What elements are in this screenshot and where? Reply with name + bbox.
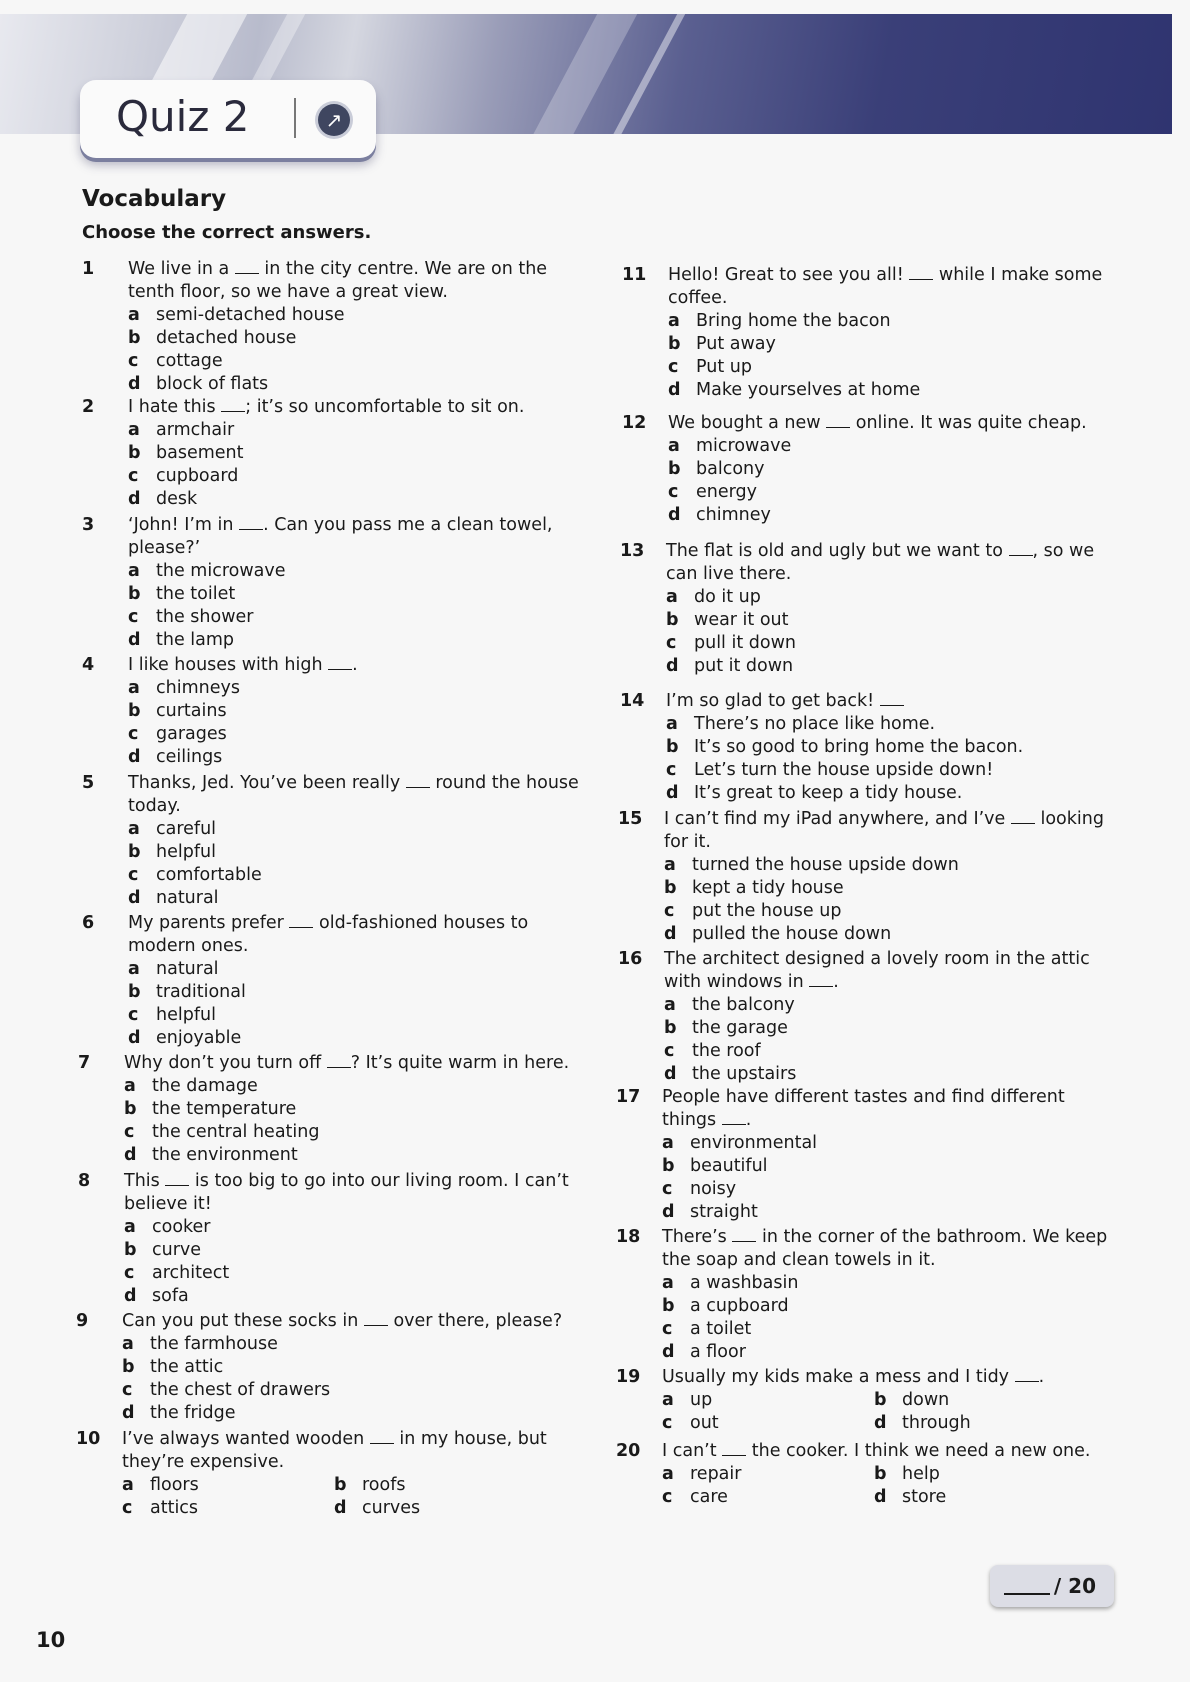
option-c[interactable]: c the central heating (124, 1122, 320, 1142)
option-b[interactable]: b down (874, 1390, 950, 1410)
option-c[interactable]: c cottage (128, 351, 223, 371)
question-number: 6 (82, 913, 95, 933)
question-number: 2 (82, 397, 95, 417)
question-stem: I’ve always wanted wooden in my house, but they’re expensive. (122, 1429, 547, 1472)
option-c[interactable]: c put the house up (664, 901, 842, 921)
answer-blank (235, 259, 259, 274)
option-a[interactable]: a semi-detached house (128, 305, 345, 325)
option-d[interactable]: d the environment (124, 1145, 298, 1165)
quiz-title-tab (80, 80, 376, 158)
question-number: 4 (82, 655, 95, 675)
question-20 (616, 1440, 1121, 1509)
option-b[interactable]: b curtains (128, 701, 227, 721)
score-blank[interactable] (1004, 1593, 1050, 1595)
question-number: 3 (82, 515, 95, 535)
option-b[interactable]: b helpful (128, 842, 216, 862)
option-a[interactable]: a armchair (128, 420, 235, 440)
option-c[interactable]: c the shower (128, 607, 254, 627)
option-d[interactable]: d a floor (662, 1342, 746, 1362)
option-d[interactable]: d Make yourselves at home (668, 380, 921, 400)
question-number: 20 (616, 1441, 641, 1461)
question-number: 19 (616, 1367, 641, 1387)
option-d[interactable]: d natural (128, 888, 219, 908)
question-7 (78, 1052, 588, 1167)
arrow-up-right-icon: ↗ (318, 104, 350, 136)
option-d[interactable]: d the lamp (128, 630, 235, 650)
option-d[interactable]: d store (874, 1487, 947, 1507)
option-b[interactable]: b curve (124, 1240, 202, 1260)
answer-blank (406, 773, 430, 788)
question-stem: I’m so glad to get back! (666, 690, 1120, 713)
option-b[interactable]: b traditional (128, 982, 246, 1002)
option-d[interactable]: d enjoyable (128, 1028, 242, 1048)
option-b[interactable]: b basement (128, 443, 244, 463)
option-a[interactable]: a careful (128, 819, 217, 839)
question-number: 17 (616, 1087, 641, 1107)
option-b[interactable]: b the garage (664, 1018, 788, 1038)
section-title: Vocabulary (82, 186, 227, 212)
question-number: 13 (620, 541, 645, 561)
answer-blank (327, 1053, 351, 1068)
question-number: 1 (82, 259, 95, 279)
question-1 (82, 258, 582, 396)
option-b[interactable]: b detached house (128, 328, 297, 348)
answer-blank (809, 972, 833, 987)
option-row (122, 1474, 576, 1497)
answer-blank (722, 1110, 746, 1125)
option-d[interactable]: d It’s great to keep a tidy house. (666, 783, 963, 803)
option-c[interactable]: c Put up (668, 357, 752, 377)
option-c[interactable]: c a toilet (662, 1319, 752, 1339)
question-10 (76, 1428, 576, 1520)
question-5 (82, 772, 582, 910)
question-stem: Thanks, Jed. You’ve been really round the house today. (128, 773, 579, 816)
question-number: 8 (78, 1171, 91, 1191)
option-c[interactable]: c architect (124, 1263, 230, 1283)
option-c[interactable]: c comfortable (128, 865, 262, 885)
option-c[interactable]: c attics (122, 1498, 199, 1518)
option-b[interactable]: b roofs (334, 1475, 406, 1495)
answer-blank (1015, 1367, 1039, 1382)
question-18 (616, 1226, 1116, 1364)
option-a[interactable]: a There’s no place like home. (666, 714, 936, 734)
answer-blank (364, 1311, 388, 1326)
option-a[interactable]: a Bring home the bacon (668, 311, 891, 331)
option-a[interactable]: a floors (122, 1475, 199, 1495)
option-b[interactable]: b a cupboard (662, 1296, 789, 1316)
answer-blank (289, 913, 313, 928)
question-stem: I hate this ; it’s so uncomfortable to sit on. (128, 397, 525, 417)
question-stem: People have different tastes and find different things . (662, 1087, 1065, 1130)
option-d[interactable]: d block of flats (128, 374, 269, 394)
option-c[interactable]: c helpful (128, 1005, 216, 1025)
option-row (662, 1463, 1121, 1486)
question-11 (622, 264, 1122, 402)
option-a[interactable]: a the farmhouse (122, 1334, 278, 1354)
option-b[interactable]: b the toilet (128, 584, 236, 604)
question-number: 18 (616, 1227, 641, 1247)
option-a[interactable]: a cooker (124, 1217, 211, 1237)
option-d[interactable]: d the upstairs (664, 1064, 797, 1084)
option-row (662, 1412, 1116, 1435)
question-stem: My parents prefer old-fashioned houses to modern ones. (128, 913, 529, 956)
question-stem: I can’t the cooker. I think we need a new one. (662, 1441, 1091, 1461)
answer-blank (370, 1429, 394, 1444)
question-number: 5 (82, 773, 95, 793)
option-b[interactable]: b beautiful (662, 1156, 768, 1176)
option-c[interactable]: c the chest of drawers (122, 1380, 331, 1400)
score-total: / 20 (1053, 1574, 1096, 1598)
question-number: 7 (78, 1053, 91, 1073)
question-6 (82, 912, 582, 1050)
option-d[interactable]: d pulled the house down (664, 924, 892, 944)
option-c[interactable]: c energy (668, 482, 757, 502)
option-d[interactable]: d chimney (668, 505, 771, 525)
answer-blank (221, 397, 245, 412)
question-stem: Why don’t you turn off ? It’s quite warm in here. (124, 1053, 570, 1073)
question-stem: The architect designed a lovely room in the attic with windows in . (664, 949, 1090, 992)
option-a[interactable]: a the microwave (128, 561, 286, 581)
question-number: 15 (618, 809, 643, 829)
option-b[interactable]: b kept a tidy house (664, 878, 844, 898)
answer-blank (722, 1441, 746, 1456)
question-number: 14 (620, 691, 645, 711)
question-16 (618, 948, 1118, 1086)
option-b[interactable]: b It’s so good to bring home the bacon. (666, 737, 1024, 757)
question-14 (620, 690, 1120, 805)
option-a[interactable]: a turned the house upside down (664, 855, 959, 875)
answer-blank (1009, 541, 1033, 556)
option-b[interactable]: b wear it out (666, 610, 789, 630)
answer-blank (880, 691, 904, 706)
option-d[interactable]: d ceilings (128, 747, 223, 767)
answer-blank (165, 1171, 189, 1186)
question-17 (616, 1086, 1116, 1224)
option-a[interactable]: a the damage (124, 1076, 258, 1096)
question-stem: Hello! Great to see you all! while I make some coffee. (668, 265, 1103, 308)
option-d[interactable]: d desk (128, 489, 198, 509)
question-stem: There’s in the corner of the bathroom. We keep the soap and clean towels in it. (662, 1227, 1108, 1270)
option-b[interactable]: b help (874, 1464, 940, 1484)
option-a[interactable]: a repair (662, 1464, 742, 1484)
option-d[interactable]: d curves (334, 1498, 421, 1518)
quiz-title: Quiz 2 (116, 92, 250, 141)
answer-blank (826, 413, 850, 428)
answer-blank (909, 265, 933, 280)
instructions: Choose the correct answers. (82, 222, 372, 243)
answer-blank (328, 655, 352, 670)
question-stem: This is too big to go into our living room. I can’t believe it! (124, 1171, 569, 1214)
question-number: 12 (622, 413, 647, 433)
option-d[interactable]: d straight (662, 1202, 758, 1222)
score-box (990, 1565, 1114, 1607)
option-c[interactable]: c Let’s turn the house upside down! (666, 760, 994, 780)
answer-blank (239, 515, 263, 530)
option-c[interactable]: c out (662, 1413, 719, 1433)
option-b[interactable]: b the temperature (124, 1099, 297, 1119)
option-c[interactable]: c garages (128, 724, 227, 744)
option-a[interactable]: a microwave (668, 436, 792, 456)
option-d[interactable]: d the fridge (122, 1403, 236, 1423)
question-number: 10 (76, 1429, 101, 1449)
question-15 (618, 808, 1123, 946)
question-stem: Can you put these socks in over there, please? (122, 1311, 563, 1331)
question-2 (82, 396, 582, 511)
page-number: 10 (36, 1628, 66, 1652)
answer-blank (1011, 809, 1035, 824)
option-c[interactable]: c pull it down (666, 633, 796, 653)
question-stem: The flat is old and ugly but we want to , so we can live there. (666, 541, 1095, 584)
question-12 (622, 412, 1122, 527)
option-row (122, 1497, 576, 1520)
question-stem: I like houses with high . (128, 655, 358, 675)
question-stem: I can’t find my iPad anywhere, and I’ve looking for it. (664, 809, 1104, 852)
option-b[interactable]: b the attic (122, 1357, 224, 1377)
question-number: 9 (76, 1311, 89, 1331)
option-a[interactable]: a up (662, 1390, 713, 1410)
question-stem: Usually my kids make a mess and I tidy . (662, 1367, 1045, 1387)
option-a[interactable]: a a washbasin (662, 1273, 799, 1293)
answer-blank (732, 1227, 756, 1242)
option-a[interactable]: a chimneys (128, 678, 240, 698)
option-d[interactable]: d through (874, 1413, 971, 1433)
option-d[interactable]: d sofa (124, 1286, 189, 1306)
question-stem: We bought a new online. It was quite cheap. (668, 413, 1087, 433)
option-c[interactable]: c noisy (662, 1179, 737, 1199)
question-stem: We live in a in the city centre. We are on the tenth floor, so we have a great view. (128, 259, 548, 302)
option-row (662, 1486, 1121, 1509)
option-b[interactable]: b Put away (668, 334, 776, 354)
question-number: 11 (622, 265, 647, 285)
option-a[interactable]: a environmental (662, 1133, 818, 1153)
option-c[interactable]: c the roof (664, 1041, 761, 1061)
option-b[interactable]: b balcony (668, 459, 765, 479)
option-c[interactable]: c cupboard (128, 466, 239, 486)
question-8 (78, 1170, 578, 1308)
option-d[interactable]: d put it down (666, 656, 794, 676)
option-row (662, 1389, 1116, 1412)
title-divider (294, 98, 296, 138)
option-a[interactable]: a the balcony (664, 995, 795, 1015)
option-c[interactable]: c care (662, 1487, 728, 1507)
option-a[interactable]: a natural (128, 959, 219, 979)
option-a[interactable]: a do it up (666, 587, 761, 607)
question-stem: ‘John! I’m in . Can you pass me a clean towel, please?’ (128, 515, 553, 558)
question-19 (616, 1366, 1116, 1435)
question-3 (82, 514, 582, 652)
question-9 (76, 1310, 586, 1425)
question-4 (82, 654, 582, 769)
question-13 (620, 540, 1120, 678)
question-number: 16 (618, 949, 643, 969)
